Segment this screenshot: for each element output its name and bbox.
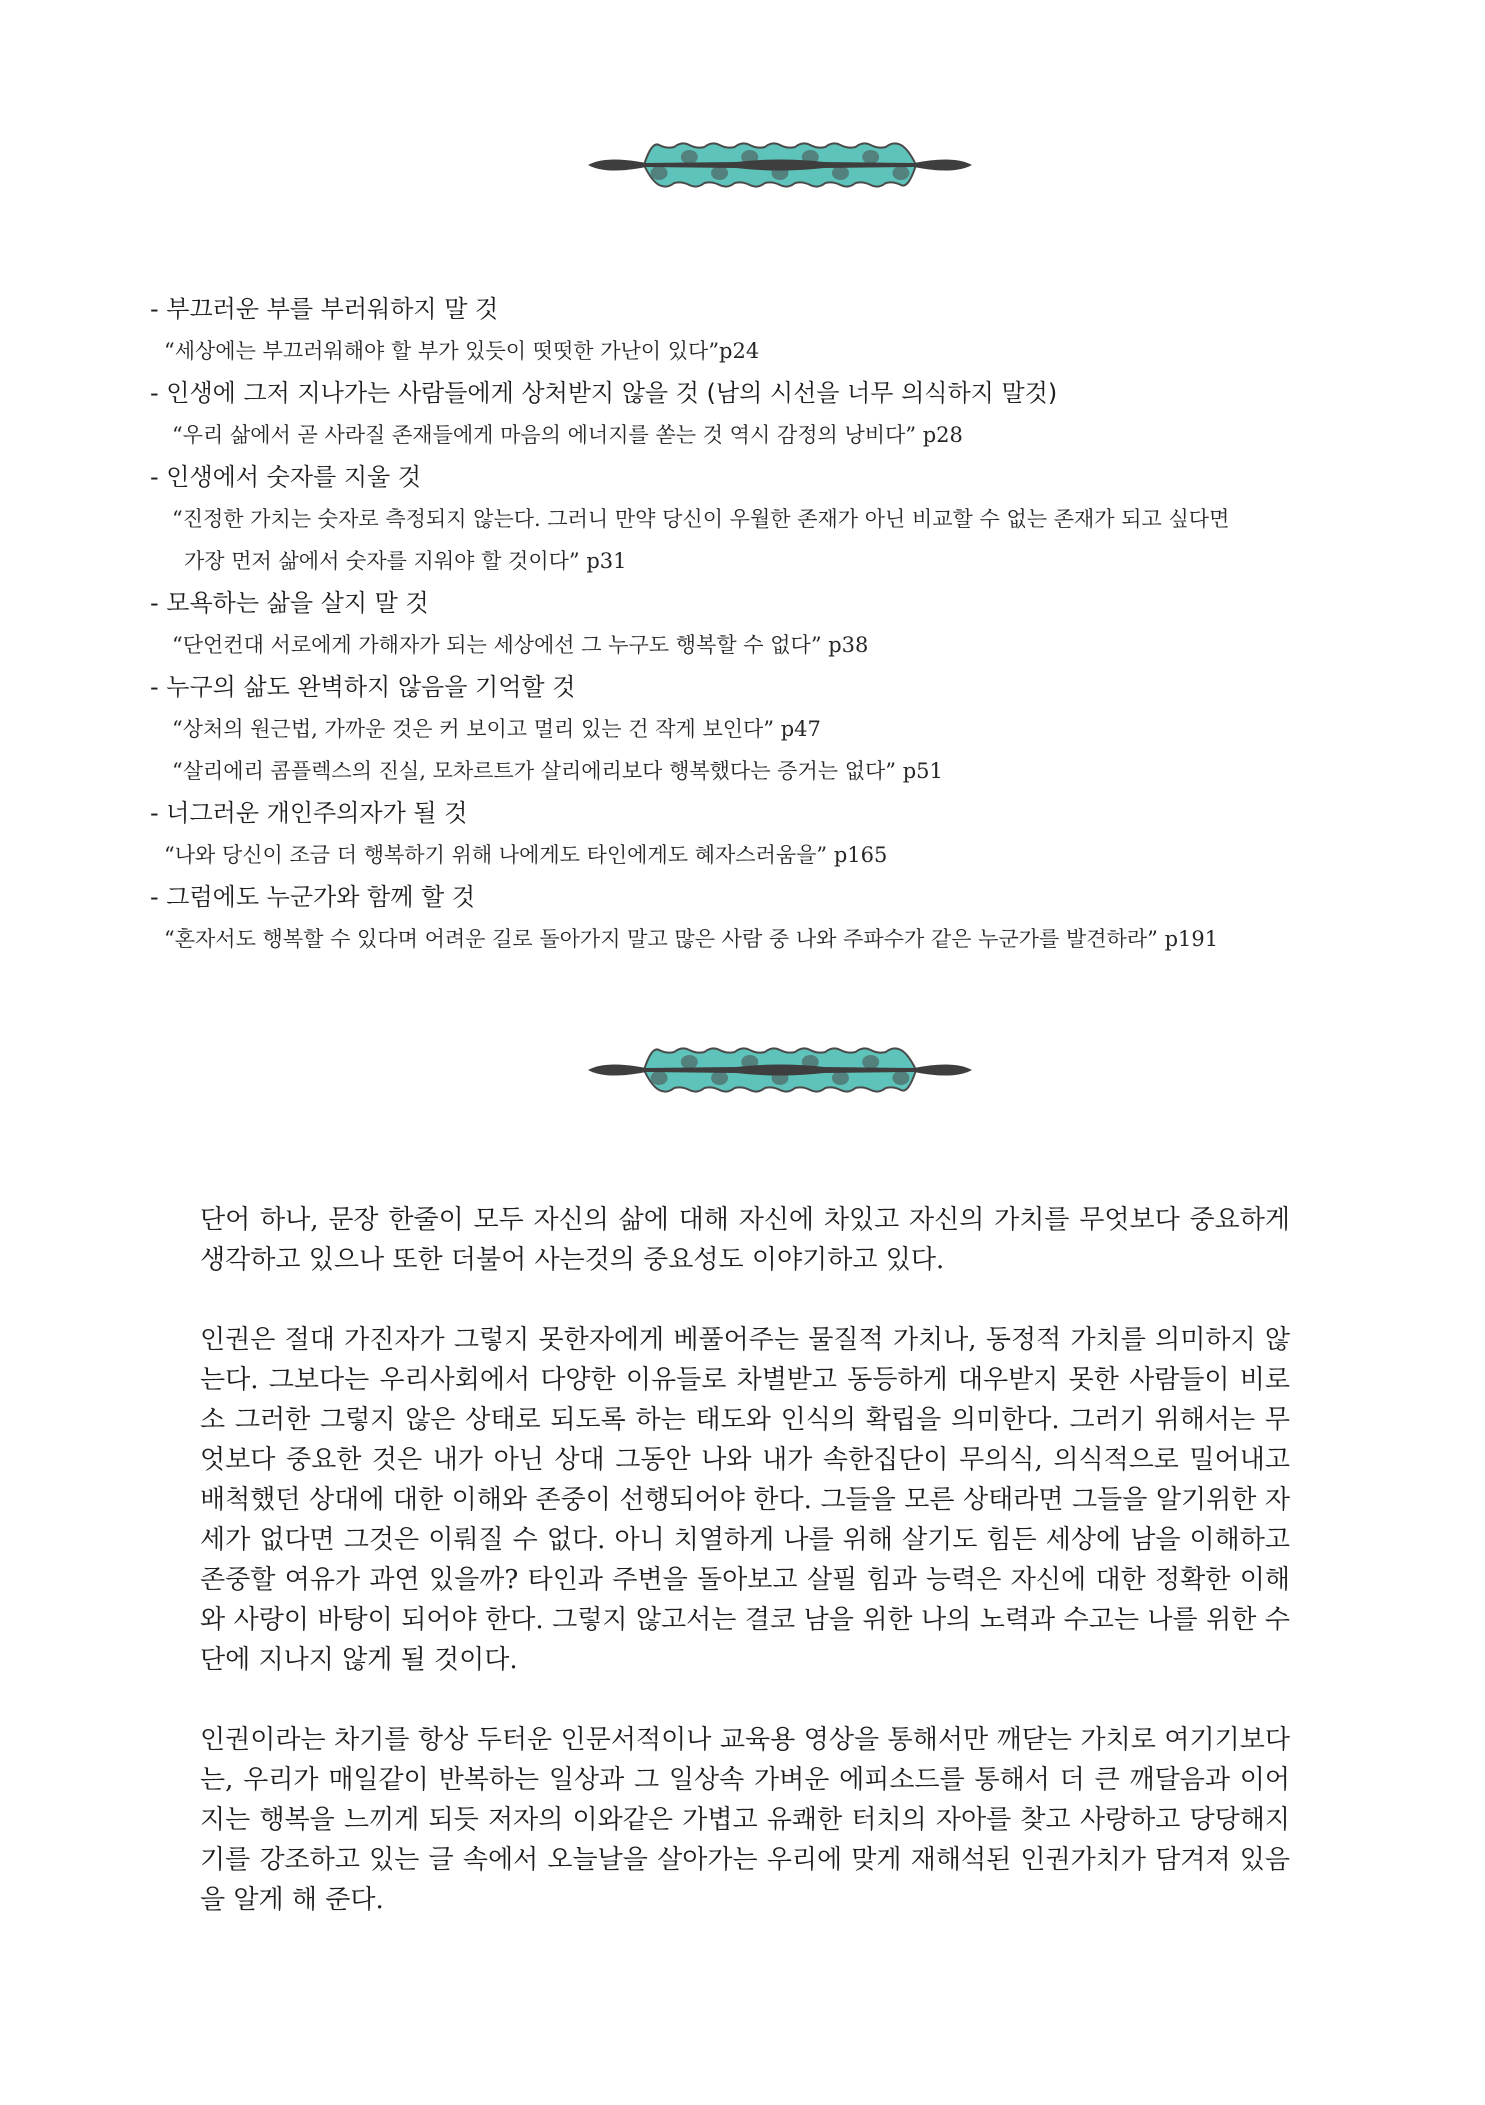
- section-heading: - 인생에서 숫자를 지울 것: [150, 463, 422, 491]
- section-heading: - 너그러운 개인주의자가 될 것: [150, 799, 468, 827]
- ornament-spot: [651, 1071, 668, 1085]
- quote-text: “단언컨대 서로에게 가해자가 되는 세상에선 그 누구도 행복할 수 없다” p38: [172, 633, 869, 657]
- quote-text: “세상에는 부끄러워해야 할 부가 있듯이 떳떳한 가난이 있다”p24: [164, 339, 760, 363]
- section-heading: - 그럼에도 누군가와 함께 할 것: [150, 883, 476, 911]
- list-item: [150, 372, 1370, 456]
- essay-paragraph: 인권이라는 차기를 항상 두터운 인문서적이나 교육용 영상을 통해서만 깨닫는 가치로 여기기보다는, 우리가 매일같이 반복하는 일상과 그 일상속 가벼운 에피소드를 통해서 더 큰 깨달음과 이어지는 행복을 느끼게 되듯 저자의 이와같은 가볍고 유쾌한 터치의 자아를 찾고 사랑하고 당당해지기를 강조하고 있는 글 속에서 오늘날을 살아가는 우리에 맞게 재해석된 인권가치가 담겨져 있음을 알게 해 준다.: [200, 1725, 1290, 1915]
- section-heading: - 부끄러운 부를 부러워하지 말 것: [150, 295, 499, 323]
- quote-text: “살리에리 콤플렉스의 진실, 모차르트가 살리에리보다 행복했다는 증거는 없다” p51: [172, 759, 943, 783]
- quote-text: “진정한 가치는 숫자로 측정되지 않는다. 그러니 만약 당신이 우월한 존재가 아닌 비교할 수 없는 존재가 되고 싶다면: [172, 507, 1230, 531]
- ornament-spot: [892, 1071, 909, 1085]
- ornament-spot: [892, 166, 909, 180]
- ornament-spot: [651, 166, 668, 180]
- section-heading: - 모욕하는 삶을 살지 말 것: [150, 589, 429, 617]
- ornament-spot: [681, 1055, 698, 1069]
- section-heading: - 누구의 삶도 완벽하지 않음을 기억할 것: [150, 673, 576, 701]
- list-item: [150, 288, 1370, 372]
- essay-body: [200, 1200, 1290, 1960]
- ornament-spot: [862, 1055, 879, 1069]
- list-item: [150, 792, 1370, 876]
- quote-text: “상처의 원근법, 가까운 것은 커 보이고 멀리 있는 건 작게 보인다” p47: [172, 717, 821, 741]
- quote-text: “우리 삶에서 곧 사라질 존재들에게 마음의 에너지를 쏟는 것 역시 감정의 낭비다” p28: [172, 423, 963, 447]
- list-item: [150, 582, 1370, 666]
- ornament-spot: [711, 166, 728, 180]
- essay-paragraph: 인권은 절대 가진자가 그렇지 못한자에게 베풀어주는 물질적 가치나, 동정적 가치를 의미하지 않는다. 그보다는 우리사회에서 다양한 이유들로 차별받고 동등하게 대우받지 못한 사람들이 비로소 그러한 그렇지 않은 상태로 되도록 하는 태도와 인식의 확립을 의미한다. 그러기 위해서는 무엇보다 중요한 것은 내가 아닌 상대 그동안 나와 내가 속한집단이 무의식, 의식적으로 밀어내고 배척했던 상대에 대한 이해와 존중이 선행되어야 한다. 그들을 모른 상태라면 그들을 알기위한 자세가 없다면 그것은 이뤄질 수 없다. 아니 치열하게 나를 위해 살기도 힘든 세상에 남을 이해하고 존중할 여유가 과연 있을까? 타인과 주변을 돌아보고 살필 힘과 능력은 자신에 대한 정확한 이해와 사랑이 바탕이 되어야 한다. 그렇지 않고서는 결코 남을 위한 나의 노력과 수고는 나를 위한 수단에 지나지 않게 될 것이다.: [200, 1325, 1290, 1675]
- ornament-spot: [862, 150, 879, 164]
- ornament-spot: [711, 1071, 728, 1085]
- essay-paragraph: 단어 하나, 문장 한줄이 모두 자신의 삶에 대해 자신에 차있고 자신의 가치를 무엇보다 중요하게 생각하고 있으나 또한 더불어 사는것의 중요성도 이야기하고 있다.: [200, 1205, 1290, 1275]
- list-item: [150, 456, 1370, 582]
- ornament-spot: [832, 1071, 849, 1085]
- quote-list: [150, 288, 1370, 960]
- ornament-spot: [681, 150, 698, 164]
- decorative-divider-icon: [586, 1040, 974, 1100]
- list-item: [150, 876, 1370, 960]
- section-heading: - 인생에 그저 지나가는 사람들에게 상처받지 않을 것 (남의 시선을 너무 의식하지 말것): [150, 379, 1058, 407]
- quote-text-continued: 가장 먼저 삶에서 숫자를 지워야 할 것이다” p31: [184, 549, 627, 573]
- quote-text: “나와 당신이 조금 더 행복하기 위해 나에게도 타인에게도 혜자스러움을” p165: [164, 843, 888, 867]
- decorative-divider-icon: [586, 135, 974, 195]
- quote-text: “혼자서도 행복할 수 있다며 어려운 길로 돌아가지 말고 많은 사람 중 나와 주파수가 같은 누군가를 발견하라” p191: [164, 927, 1219, 951]
- ornament-spot: [832, 166, 849, 180]
- list-item: [150, 666, 1370, 792]
